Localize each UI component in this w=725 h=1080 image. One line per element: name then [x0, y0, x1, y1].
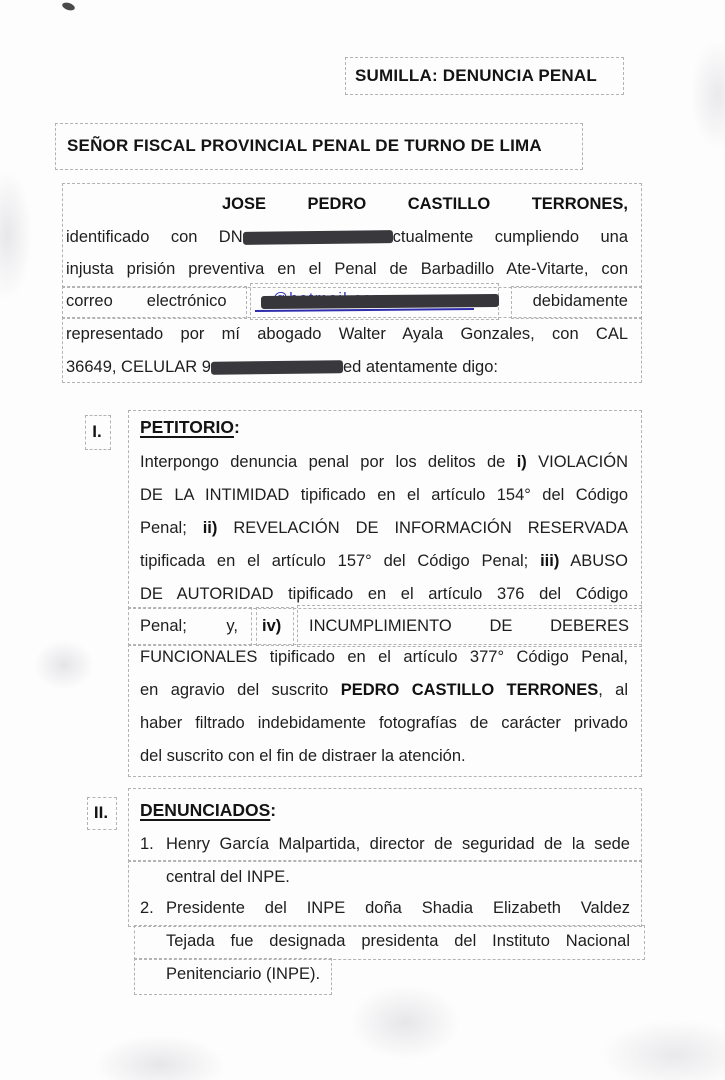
denunciado-2-line-2: Tejada fue designada presidenta del Instituto Nacional	[166, 932, 630, 950]
denunciado-1-line-2: central del INPE.	[166, 868, 290, 886]
email-redaction	[261, 292, 499, 310]
section-2-numeral-label: II.	[93, 802, 109, 822]
scan-artifact	[600, 1020, 725, 1080]
petitorio-line-8-c: , al	[598, 681, 628, 699]
petitorio-line-6-iv-label: iv)	[262, 617, 282, 635]
intro-line-6-pre: 36649, CELULAR 9	[66, 358, 211, 376]
addressee-title: SEÑOR FISCAL PROVINCIAL PENAL DE TURNO DE LIMA	[67, 136, 542, 155]
section-2-heading	[140, 800, 276, 821]
dni-redaction-bar	[243, 230, 393, 245]
petitorio-line-6-penal: Penal; y,	[140, 617, 238, 635]
denunciado-2-line-1: Presidente del INPE doña Shadia Elizabeth Valdez	[166, 899, 630, 917]
petitorio-line-1	[140, 452, 628, 473]
petitorio-line-4	[140, 551, 628, 572]
petitorio-line-4-c: ABUSO	[559, 552, 628, 570]
section-1-numeral-label: I.	[92, 421, 102, 441]
petitorio-line-2: DE LA INTIMIDAD tipificado en el artículo 154° del Código	[140, 486, 628, 504]
complainant-name: JOSE PEDRO CASTILLO TERRONES,	[222, 195, 628, 213]
email-redaction-bar	[261, 294, 499, 309]
petitorio-line-6-incumplimiento: INCUMPLIMIENTO DE DEBERES	[309, 617, 629, 635]
section-2-heading-text: DENUNCIADOS	[140, 800, 271, 820]
petitorio-line-4-b: iii)	[540, 552, 560, 570]
petitorio-line-1-c: VIOLACIÓN	[526, 453, 628, 471]
petitorio-line-8	[140, 680, 628, 701]
denunciado-1-number: 1.	[140, 835, 154, 853]
petitorio-line-10: del suscrito con el fin de distraer la atención.	[140, 747, 466, 765]
section-2-numeral	[87, 797, 115, 828]
intro-line-4	[66, 291, 628, 312]
scan-speck	[61, 1, 76, 12]
section-1-heading-colon: :	[234, 417, 240, 437]
phone-redaction-bar	[211, 360, 343, 375]
denunciado-2-line-3: Penitenciario (INPE).	[166, 965, 321, 983]
scan-artifact	[95, 1035, 225, 1080]
scan-artifact	[350, 985, 460, 1060]
intro-line-3: injusta prisión preventiva en el Penal de Barbadillo Ate-Vitarte, con	[66, 260, 628, 278]
section-1-heading	[140, 417, 240, 438]
intro-line-6	[66, 357, 628, 378]
petitorio-line-3-c: REVELACIÓN DE INFORMACIÓN RESERVADA	[217, 519, 628, 537]
intro-line-2-pre: identificado con DN	[66, 228, 243, 246]
denunciado-1-line-1: Henry García Malpartida, director de seguridad de la sede	[166, 835, 630, 853]
section-1-heading-text: PETITORIO	[140, 417, 234, 437]
petitorio-line-9: haber filtrado indebidamente fotografías de carácter privado	[140, 714, 628, 732]
scan-artifact	[0, 170, 32, 300]
intro-line-2-post: ctualmente cumpliendo una	[392, 228, 628, 246]
region-box-petitorio-upper	[128, 410, 642, 609]
intro-name-line	[222, 194, 628, 215]
intro-line-4-post: debidamente	[532, 292, 628, 310]
sumilla-title: SUMILLA: DENUNCIA PENAL	[355, 66, 597, 85]
intro-line-4-pre: correo electrónico	[66, 292, 227, 310]
scan-artifact	[34, 640, 94, 690]
section-1-numeral	[85, 415, 109, 448]
petitorio-line-6-iv	[262, 616, 292, 637]
section-2-heading-colon: :	[270, 800, 277, 820]
denunciado-2-number: 2.	[140, 899, 154, 917]
petitorio-line-1-b: i)	[516, 453, 527, 471]
scan-artifact	[690, 40, 725, 150]
petitorio-line-8-b: PEDRO CASTILLO TERRONES	[340, 681, 599, 699]
petitorio-line-3	[140, 518, 628, 539]
petitorio-line-3-b: ii)	[202, 519, 218, 537]
petitorio-line-5: DE AUTORIDAD tipificado en el artículo 376 del Código	[140, 585, 628, 603]
petitorio-line-8-a: en agravio del suscrito	[140, 681, 341, 699]
petitorio-line-4-a: tipificada en el artículo 157° del Código Penal;	[140, 552, 541, 570]
petitorio-line-3-a: Penal;	[140, 519, 203, 537]
intro-line-6-post: ed atentamente digo:	[342, 358, 498, 376]
intro-line-2	[66, 227, 628, 248]
intro-line-5: representado por mí abogado Walter Ayala Gonzales, con CAL	[66, 325, 628, 343]
petitorio-line-7: FUNCIONALES tipificado en el artículo 377° Código Penal,	[140, 648, 628, 666]
petitorio-line-1-a: Interpongo denuncia penal por los delitos de	[140, 453, 517, 471]
